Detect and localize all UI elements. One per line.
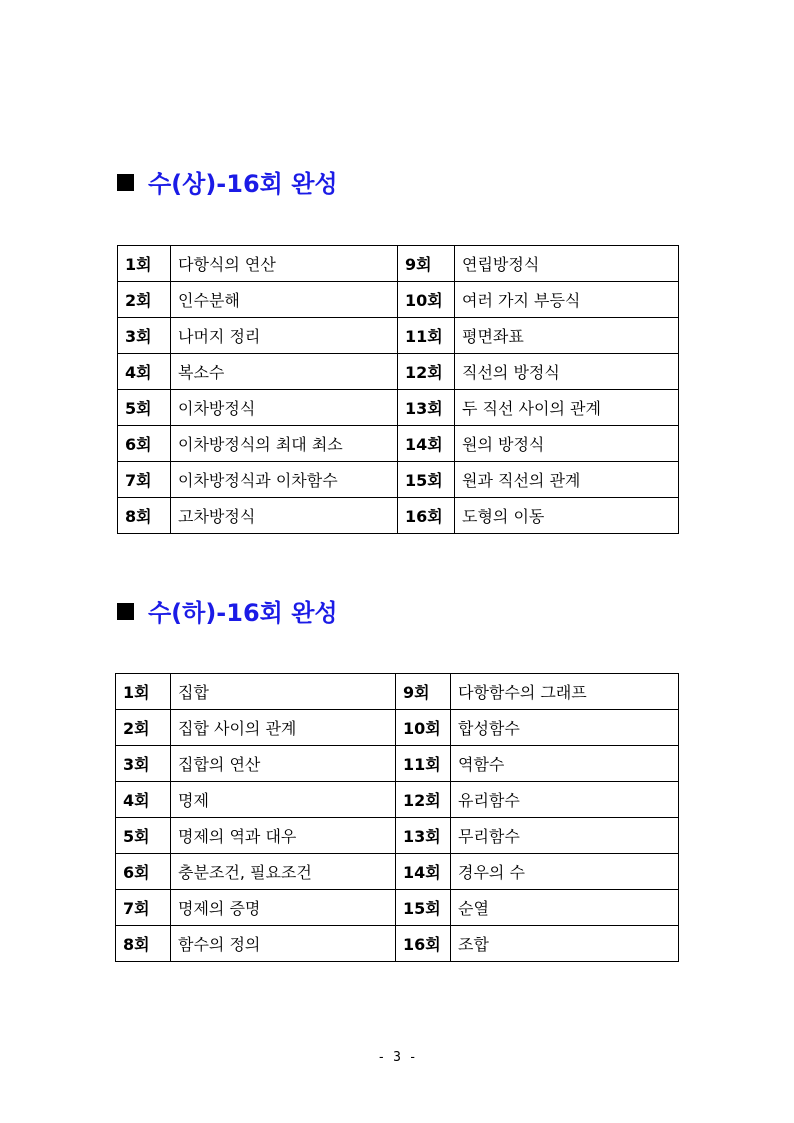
session-number: 1회 xyxy=(118,246,171,282)
session-number: 13회 xyxy=(398,390,455,426)
session-number: 9회 xyxy=(398,246,455,282)
table-row xyxy=(118,354,679,390)
table-row xyxy=(118,462,679,498)
session-number: 15회 xyxy=(398,462,455,498)
session-topic: 명제 xyxy=(171,782,396,818)
session-topic: 원의 방정식 xyxy=(455,426,679,462)
session-number: 14회 xyxy=(398,426,455,462)
session-topic: 다항식의 연산 xyxy=(171,246,398,282)
session-topic: 도형의 이동 xyxy=(455,498,679,534)
session-topic: 집합의 연산 xyxy=(171,746,396,782)
session-topic: 연립방정식 xyxy=(455,246,679,282)
session-number: 8회 xyxy=(116,926,171,962)
session-topic: 합성함수 xyxy=(451,710,679,746)
session-number: 12회 xyxy=(396,782,451,818)
session-topic: 역함수 xyxy=(451,746,679,782)
session-topic: 순열 xyxy=(451,890,679,926)
session-number: 5회 xyxy=(118,390,171,426)
square-bullet-icon xyxy=(117,603,134,620)
table-row xyxy=(116,890,679,926)
curriculum-table-upper xyxy=(117,245,679,534)
section-title-text: 수(상)-16회 완성 xyxy=(148,170,338,198)
session-topic: 명제의 증명 xyxy=(171,890,396,926)
session-topic: 함수의 정의 xyxy=(171,926,396,962)
table-row xyxy=(116,782,679,818)
table-row xyxy=(118,390,679,426)
table-row xyxy=(118,246,679,282)
section-title-upper xyxy=(117,169,338,199)
session-topic: 명제의 역과 대우 xyxy=(171,818,396,854)
session-number: 16회 xyxy=(398,498,455,534)
session-number: 6회 xyxy=(116,854,171,890)
session-number: 10회 xyxy=(396,710,451,746)
session-topic: 경우의 수 xyxy=(451,854,679,890)
table-row xyxy=(118,282,679,318)
table-row xyxy=(116,818,679,854)
session-number: 14회 xyxy=(396,854,451,890)
session-number: 3회 xyxy=(118,318,171,354)
session-topic: 이차방정식 xyxy=(171,390,398,426)
session-number: 8회 xyxy=(118,498,171,534)
session-number: 3회 xyxy=(116,746,171,782)
session-topic: 여러 가지 부등식 xyxy=(455,282,679,318)
section-title-lower xyxy=(117,598,338,628)
session-number: 6회 xyxy=(118,426,171,462)
table-row xyxy=(118,318,679,354)
table-row xyxy=(116,746,679,782)
session-topic: 집합 xyxy=(171,674,396,710)
session-topic: 고차방정식 xyxy=(171,498,398,534)
session-number: 2회 xyxy=(118,282,171,318)
session-number: 10회 xyxy=(398,282,455,318)
section-title-text: 수(하)-16회 완성 xyxy=(148,599,338,627)
session-number: 7회 xyxy=(116,890,171,926)
table-row xyxy=(116,674,679,710)
session-number: 11회 xyxy=(398,318,455,354)
curriculum-table-lower xyxy=(115,673,679,962)
session-topic: 무리함수 xyxy=(451,818,679,854)
session-topic: 나머지 정리 xyxy=(171,318,398,354)
table-row xyxy=(116,854,679,890)
square-bullet-icon xyxy=(117,174,134,191)
table-row xyxy=(116,926,679,962)
table-row xyxy=(118,498,679,534)
session-number: 2회 xyxy=(116,710,171,746)
session-topic: 평면좌표 xyxy=(455,318,679,354)
session-topic: 유리함수 xyxy=(451,782,679,818)
session-number: 11회 xyxy=(396,746,451,782)
session-topic: 다항함수의 그래프 xyxy=(451,674,679,710)
session-number: 1회 xyxy=(116,674,171,710)
session-number: 5회 xyxy=(116,818,171,854)
session-number: 4회 xyxy=(118,354,171,390)
session-number: 16회 xyxy=(396,926,451,962)
session-topic: 이차방정식과 이차함수 xyxy=(171,462,398,498)
session-topic: 이차방정식의 최대 최소 xyxy=(171,426,398,462)
session-topic: 원과 직선의 관계 xyxy=(455,462,679,498)
session-number: 4회 xyxy=(116,782,171,818)
session-number: 12회 xyxy=(398,354,455,390)
session-number: 9회 xyxy=(396,674,451,710)
page-number: - 3 - xyxy=(377,1050,417,1065)
session-topic: 복소수 xyxy=(171,354,398,390)
session-number: 13회 xyxy=(396,818,451,854)
table-row xyxy=(118,426,679,462)
session-number: 15회 xyxy=(396,890,451,926)
session-topic: 두 직선 사이의 관계 xyxy=(455,390,679,426)
session-topic: 충분조건, 필요조건 xyxy=(171,854,396,890)
session-topic: 인수분해 xyxy=(171,282,398,318)
session-number: 7회 xyxy=(118,462,171,498)
session-topic: 집합 사이의 관계 xyxy=(171,710,396,746)
session-topic: 직선의 방정식 xyxy=(455,354,679,390)
table-row xyxy=(116,710,679,746)
session-topic: 조합 xyxy=(451,926,679,962)
